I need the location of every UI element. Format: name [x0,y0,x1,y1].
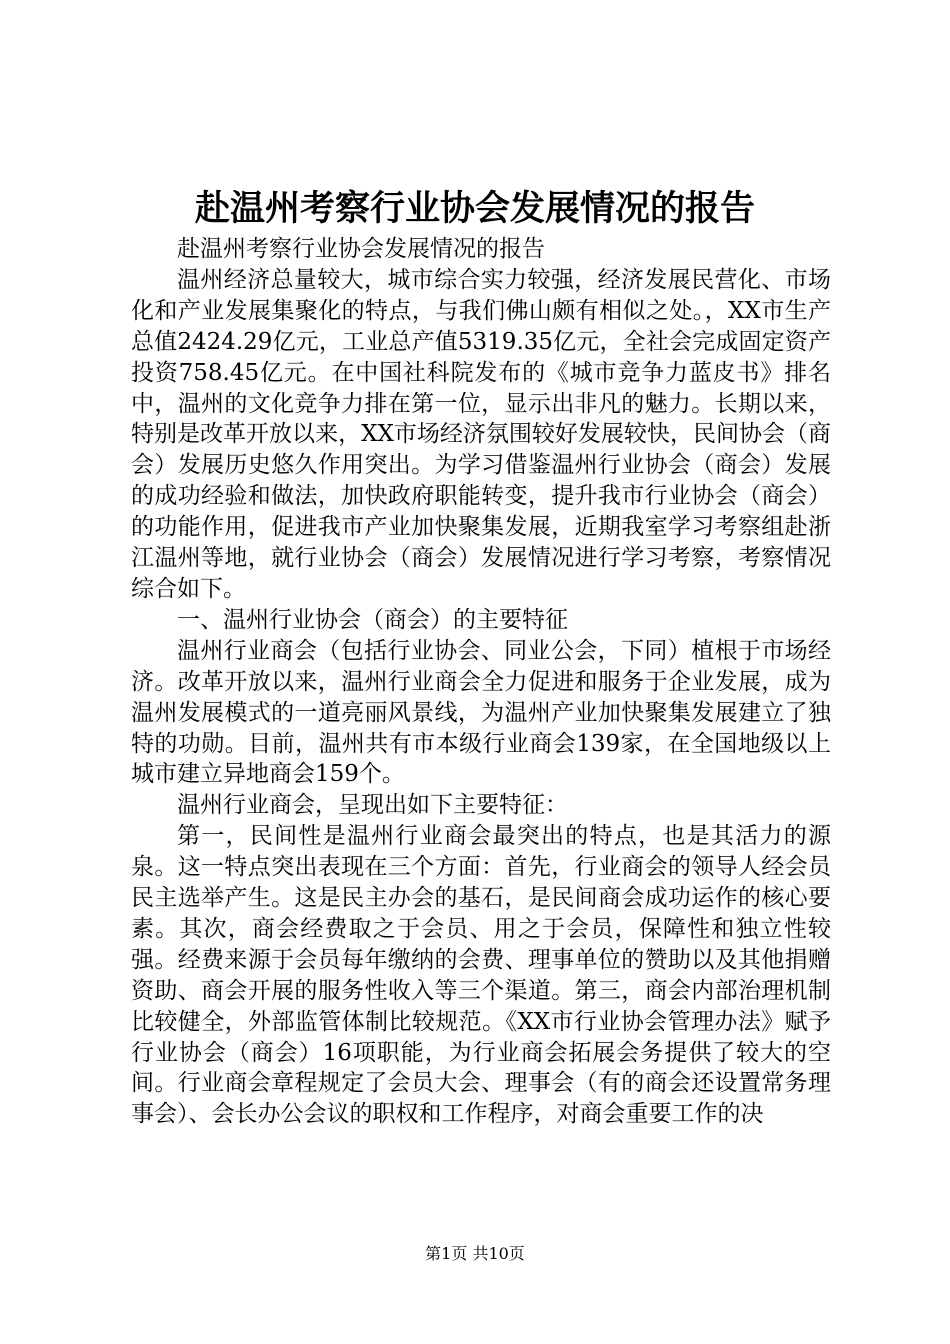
section-heading: 一、温州行业协会（商会）的主要特征 [177,606,568,633]
page-number-footer: 第1页 共10页 [425,1244,525,1263]
document-body [131,234,831,1130]
document-title: 赴温州考察行业协会发展情况的报告 [194,188,755,229]
body-paragraph: 温州行业商会（包括行业协会、同业公会，下同）植根于市场经济。改革开放以来，温州行业商会全力促进和服务于企业发展，成为温州发展模式的一道亮丽风景线，为温州产业加快聚集发展建立了独特的功勋。目前，温州共有市本级行业商会139家，在全国地级以上城市建立异地商会159个。 [131,637,831,788]
body-paragraph: 第一，民间性是温州行业商会最突出的特点，也是其活力的源泉。这一特点突出表现在三个方面：首先，行业商会的领导人经会员民主选举产生。这是民主办会的基石，是民间商会成功运作的核心要素。其次，商会经费取之于会员、用之于会员，保障性和独立性较强。经费来源于会员每年缴纳的会费、理事单位的赞助以及其他捐赠资助、商会开展的服务性收入等三个渠道。第三，商会内部治理机制比较健全，外部监管体制比较规范。《XX市行业协会管理办法》赋予行业协会（商会）16项职能，为行业商会拓展会务提供了较大的空间。行业商会章程规定了会员大会、理事会（有的商会还设置常务理事会）、会长办公会议的职权和工作程序，对商会重要工作的决 [131,823,831,1128]
body-paragraph: 温州行业商会，呈现出如下主要特征： [177,792,568,819]
body-paragraph: 温州经济总量较大，城市综合实力较强，经济发展民营化、市场化和产业发展集聚化的特点，与我们佛山颇有相似之处。，XX市生产总值2424.29亿元，工业总产值5319.35亿元，全社会完成固定资产投资758.45亿元。在中国社科院发布的《城市竞争力蓝皮书》排名中，温州的文化竞争力排在第一位，显示出非凡的魅力。长期以来，特别是改革开放以来，XX市场经济氛围较好发展较快，民间协会（商会）发展历史悠久作用突出。为学习借鉴温州行业协会（商会）发展的成功经验和做法，加快政府职能转变，提升我市行业协会（商会）的功能作用，促进我市产业加快聚集发展，近期我室学习考察组赴浙江温州等地，就行业协会（商会）发展情况进行学习考察，考察情况综合如下。 [131,266,831,602]
body-paragraph: 赴温州考察行业协会发展情况的报告 [177,236,545,262]
